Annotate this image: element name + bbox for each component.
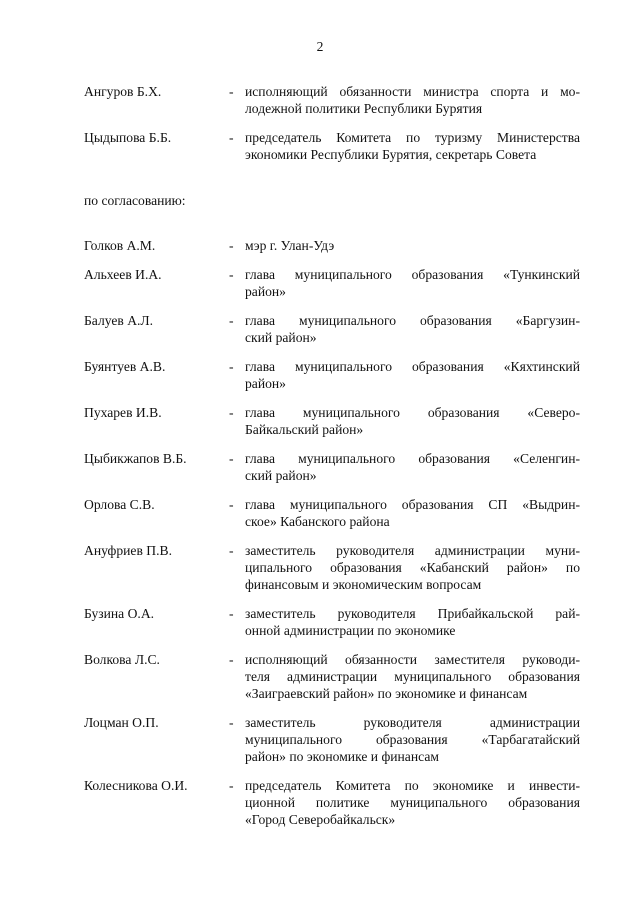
member-position — [245, 266, 580, 300]
member-name: Бузина О.А. — [84, 606, 155, 621]
page-number: 2 — [316, 39, 324, 54]
dash-separator: - — [229, 405, 234, 420]
position-line: глава муниципального образования «Баргузин- — [245, 313, 580, 328]
member-name: Волкова Л.С. — [84, 652, 160, 667]
member-position — [245, 651, 580, 702]
member-name: Лоцман О.П. — [84, 715, 159, 730]
position-line: Байкальский район» — [245, 422, 364, 437]
member-position — [245, 358, 580, 392]
member-position — [245, 237, 580, 254]
dash-separator: - — [229, 267, 234, 282]
position-line: ский район» — [245, 330, 317, 345]
dash-separator: - — [229, 313, 234, 328]
dash-separator: - — [229, 238, 234, 253]
dash-separator: - — [229, 451, 234, 466]
member-row — [84, 777, 584, 837]
position-line: глава муниципального образования «Селенгин- — [245, 451, 580, 466]
position-line: финансовым и экономическим вопросам — [245, 577, 482, 592]
member-position — [245, 714, 580, 765]
member-position — [245, 83, 580, 117]
dash-separator: - — [229, 778, 234, 793]
dash-separator: - — [229, 715, 234, 730]
member-row — [84, 129, 584, 189]
position-line: глава муниципального образования «Северо- — [245, 405, 580, 420]
member-name: Балуев А.Л. — [84, 313, 154, 328]
member-position — [245, 404, 580, 438]
member-name: Колесникова О.И. — [84, 778, 188, 793]
dash-separator: - — [229, 543, 234, 558]
member-row — [84, 651, 584, 711]
dash-separator: - — [229, 606, 234, 621]
member-name: Альхеев И.А. — [84, 267, 162, 282]
position-line: район» — [245, 376, 286, 391]
member-position — [245, 129, 580, 163]
member-name: Цыбикжапов В.Б. — [84, 451, 187, 466]
position-line: заместитель руководителя Прибайкальской рай- — [245, 606, 580, 621]
dash-separator: - — [229, 84, 234, 99]
position-line: исполняющий обязанности заместителя руководи- — [245, 652, 580, 667]
position-line: председатель Комитета по экономике и инвести- — [245, 778, 580, 793]
member-row — [84, 714, 584, 774]
position-line: экономики Республики Бурятия, секретарь Совета — [245, 147, 537, 162]
member-name: Цыдыпова Б.Б. — [84, 130, 172, 145]
position-line: «Город Северобайкальск» — [245, 812, 396, 827]
member-position — [245, 450, 580, 484]
dash-separator: - — [229, 497, 234, 512]
position-line: глава муниципального образования «Тункинский — [245, 267, 580, 282]
member-position — [245, 312, 580, 346]
agreement-label: по согласованию: — [84, 193, 186, 208]
dash-separator: - — [229, 652, 234, 667]
position-line: заместитель руководителя администрации — [245, 715, 580, 730]
member-name: Голков А.М. — [84, 238, 156, 253]
dash-separator: - — [229, 130, 234, 145]
member-position — [245, 605, 580, 639]
position-line: ское» Кабанского района — [245, 514, 390, 529]
position-line: глава муниципального образования СП «Выдрин- — [245, 497, 580, 512]
position-line: онной администрации по экономике — [245, 623, 456, 638]
position-line: мэр г. Улан-Удэ — [245, 238, 335, 253]
member-name: Пухарев И.В. — [84, 405, 162, 420]
member-position — [245, 542, 580, 593]
dash-separator: - — [229, 359, 234, 374]
position-line: ский район» — [245, 468, 317, 483]
member-row — [84, 542, 584, 602]
member-position — [245, 777, 580, 828]
position-line: ционной политике муниципального образования — [245, 795, 580, 810]
position-line: председатель Комитета по туризму Министерства — [245, 130, 580, 145]
position-line: ципального образования «Кабанский район» по — [245, 560, 580, 575]
position-line: «Заиграевский район» по экономике и финансам — [245, 686, 528, 701]
position-line: заместитель руководителя администрации муни- — [245, 543, 580, 558]
position-line: район» по экономике и финансам — [245, 749, 439, 764]
member-name: Орлова С.В. — [84, 497, 155, 512]
member-position — [245, 496, 580, 530]
position-line: муниципального образования «Тарбагатайский — [245, 732, 580, 747]
position-line: исполняющий обязанности министра спорта и мо- — [245, 84, 580, 99]
member-name: Ангуров Б.Х. — [84, 84, 162, 99]
member-name: Буянтуев А.В. — [84, 359, 166, 374]
position-line: теля администрации муниципального образования — [245, 669, 580, 684]
position-line: глава муниципального образования «Кяхтинский — [245, 359, 580, 374]
position-line: лодежной политики Республики Бурятия — [245, 101, 483, 116]
member-name: Ануфриев П.В. — [84, 543, 172, 558]
position-line: район» — [245, 284, 286, 299]
